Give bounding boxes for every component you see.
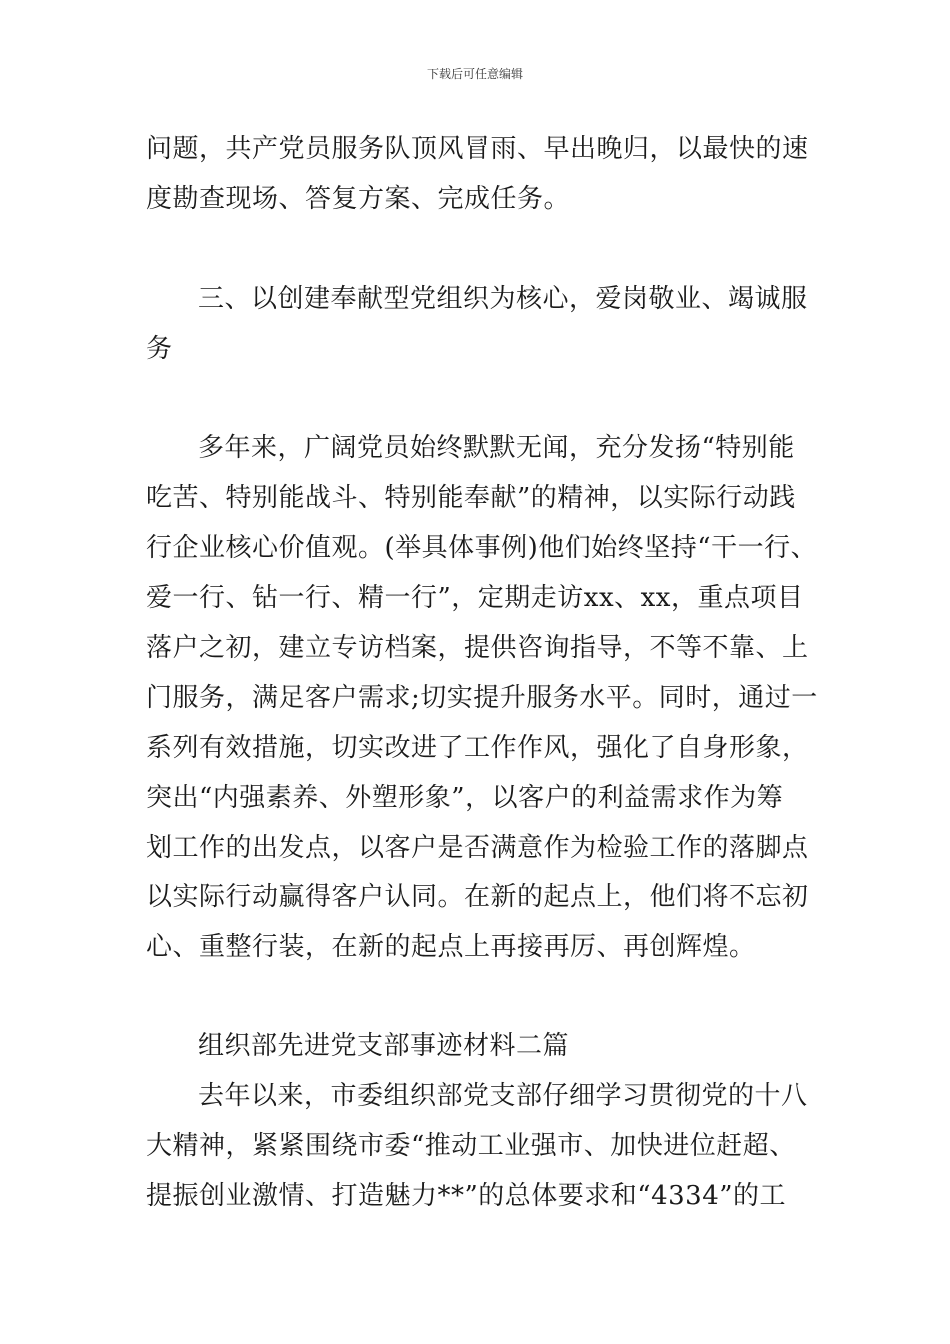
text-line: 爱一行、钻一行、精一行”，定期走访xx、xx，重点项目 bbox=[146, 583, 804, 613]
text-line: 提振创业激情、打造魅力**”的总体要求和“4334”的工 bbox=[146, 1181, 787, 1211]
text-line: 度勘查现场、答复方案、完成任务。 bbox=[146, 184, 571, 214]
text-line: 突出“内强素养、外塑形象”，以客户的利益需求作为筹 bbox=[146, 783, 784, 813]
text-line: 去年以来，市委组织部党支部仔细学习贯彻党的十八 bbox=[198, 1081, 808, 1111]
text-line: 心、重整行装，在新的起点上再接再厉、再创辉煌。 bbox=[146, 932, 756, 962]
section-heading-cont: 务 bbox=[146, 334, 173, 364]
text-line: 问题，共产党员服务队顶风冒雨、早出晚归，以最快的速 bbox=[146, 134, 809, 164]
document-title: 组织部先进党支部事迹材料二篇 bbox=[198, 1031, 570, 1061]
text-line: 多年来，广阔党员始终默默无闻，充分发扬“特别能 bbox=[198, 433, 795, 463]
text-line: 门服务，满足客户需求;切实提升服务水平。同时，通过一 bbox=[146, 683, 818, 713]
page-header: 下载后可任意编辑 bbox=[426, 67, 523, 81]
text-line: 系列有效措施，切实改进了工作作风，强化了自身形象， bbox=[146, 733, 809, 763]
text-line: 以实际行动赢得客户认同。在新的起点上，他们将不忘初 bbox=[146, 882, 809, 912]
section-heading: 三、以创建奉献型党组织为核心，爱岗敬业、竭诚服 bbox=[198, 284, 808, 314]
text-line: 划工作的出发点，以客户是否满意作为检验工作的落脚点 bbox=[146, 833, 809, 863]
text-line: 大精神，紧紧围绕市委“推动工业强市、加快进位赶超、 bbox=[146, 1131, 796, 1161]
text-line: 吃苦、特别能战斗、特别能奉献”的精神，以实际行动践 bbox=[146, 483, 796, 513]
text-line: 落户之初，建立专访档案，提供咨询指导，不等不靠、上 bbox=[146, 633, 809, 663]
text-line: 行企业核心价值观。(举具体事例)他们始终坚持“干一行、 bbox=[146, 533, 818, 563]
